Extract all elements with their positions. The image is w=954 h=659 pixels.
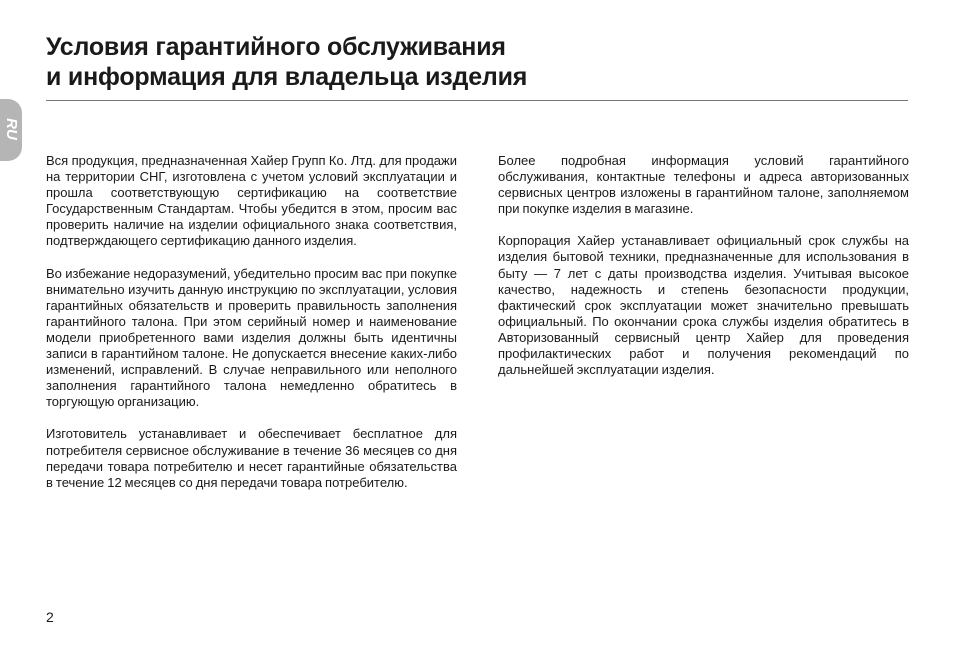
right-column bbox=[498, 153, 909, 394]
language-tab bbox=[0, 99, 22, 161]
paragraph-service-terms: Изготовитель устанавливает и обеспечивает бесплатное для потребителя сервисное обслуживание в течение 36 месяцев со дня передачи товара потребителю и несет гарантийные обязательства в течение 12 месяцев со дня передачи товара потребителю. bbox=[46, 426, 457, 490]
paragraph-service-centers-info: Более подробная информация условий гарантийного обслуживания, контактные телефоны и адреса авторизованных сервисных центров изложены в гарантийном талоне, заполняемом при покупке изделия в магазине. bbox=[498, 153, 909, 217]
left-column bbox=[46, 153, 457, 507]
page-title bbox=[46, 32, 916, 92]
title-divider bbox=[46, 100, 908, 101]
page-title-line-1: Условия гарантийного обслуживания bbox=[46, 33, 506, 61]
page-title-line-2: и информация для владельца изделия bbox=[46, 63, 528, 91]
page-number: 2 bbox=[46, 609, 54, 625]
paragraph-service-life: Корпорация Хайер устанавливает официальный срок службы на изделия бытовой техники, предназначенные для использования в быту — 7 лет с даты производства изделия. Учитывая высокое качество, надежность и степень безопасности продукции, фактический срок эксплуатации может значительно превышать официальный. По окончании срока службы изделия обратитесь в Авторизованный сервисный центр Хайер для проведения профилактических работ и получения рекомендаций по дальнейшей эксплуатации изделия. bbox=[498, 233, 909, 378]
language-tab-label: RU bbox=[3, 118, 20, 140]
paragraph-warranty-card-check: Во избежание недоразумений, убедительно просим вас при покупке внимательно изучить данную инструкцию по эксплуатации, условия гарантийных обязательств и проверить правильность заполнения гарантийного талона. При этом серийный номер и наименование модели приобретенного вами изделия должны быть идентичны записи в гарантийном талоне. Не допускается внесение каких-либо изменений, исправлений. В случае неправильного или неполного заполнения гарантийного талона немедленно обратитесь в торгующую организацию. bbox=[46, 265, 457, 410]
paragraph-certification: Вся продукция, предназначенная Хайер Групп Ко. Лтд. для продажи на территории СНГ, изготовлена с учетом условий эксплуатации и прошла соответствующую сертификацию на соответствие Государственным Стандартам. Чтобы убедится в этом, просим вас проверить наличие на изделии официального знака соответствия, подтверждающего сертификацию данного изделия. bbox=[46, 153, 457, 249]
